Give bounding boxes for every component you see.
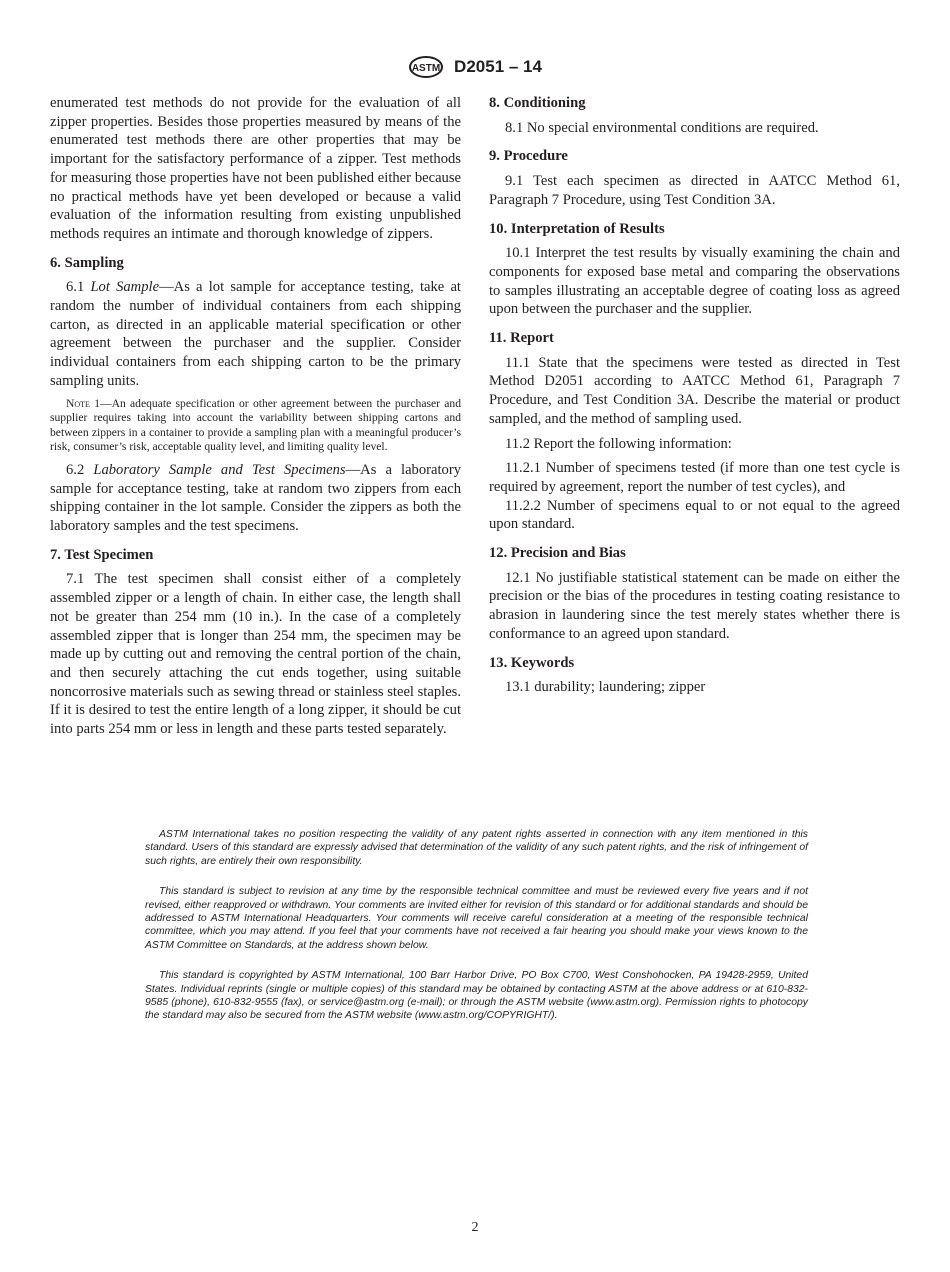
paragraph-11-2: 11.2 Report the following information: <box>505 435 732 452</box>
paragraph-7-1: 7.1 The test specimen shall consist either of a completely assembled zipper or a length of chain. In either case, the length shall not be greater than 254 mm (10 in.). In the case of a completely assembled zipper that is longer than 254 mm, the specimen may be made up by cutting out and removing the central portion of the chain, and then securely attaching the cut ends together, using suitable noncorrosive materials such as sewing thread or stainless steel staples. If it is desired to test the entire length of a long zipper, it should be cut into parts 254 mm or less in length and these parts tested separately. <box>50 571 461 738</box>
section-heading-precision-bias: 12. Precision and Bias <box>489 545 626 562</box>
page-number: 2 <box>471 1220 479 1235</box>
section-heading-procedure: 9. Procedure <box>489 148 568 165</box>
paragraph-6-2: 6.2 Laboratory Sample and Test Specimens—As a laboratory sample for acceptance testing, take at random two zippers from each shipping container in the lot sample. Consider the zippers as both the laboratory samples and the test specimens. <box>50 461 461 535</box>
patent-notice: ASTM International takes no position respecting the validity of any patent rights asserted in connection with any item mentioned in this standard. Users of this standard are expressly advised that determination of the validity of any such patent rights, and the risk of infringement of such rights, are entirely their own responsibility. <box>145 829 808 867</box>
section-heading-sampling: 6. Sampling <box>50 254 124 271</box>
left-column <box>50 94 461 745</box>
paragraph-11-2-1: 11.2.1 Number of specimens tested (if more than one test cycle is required by agreement, report the number of test cycles), and <box>489 460 900 495</box>
page-header <box>0 55 950 79</box>
paragraph-10-1: 10.1 Interpret the test results by visually examining the chain and components for exposed base metal and comparing the observations to samples illustrating an acceptable degree of coating loss as agreed upon between the purchaser and the supplier. <box>489 245 900 318</box>
paragraph-9-1: 9.1 Test each specimen as directed in AATCC Method 61, Paragraph 7 Procedure, using Test Condition 3A. <box>489 173 900 208</box>
note-1: Note 1—An adequate specification or other agreement between the purchaser and supplier requires taking into account the variability between shipping cartons and between zippers in a container to provide a sampling plan with a meaningful producer’s risk, consumer’s risk, acceptable quality level, and limiting quality level. <box>50 396 461 454</box>
revision-notice: This standard is subject to revision at any time by the responsible technical committee and must be reviewed every five years and if not revised, either reapproved or withdrawn. Your comments are invited either for revision of this standard or for additional standards and should be addressed to ASTM International Headquarters. Your comments will receive careful consideration at a meeting of the responsible technical committee, which you may attend. If you feel that your comments have not received a fair hearing you should make your views known to the ASTM Committee on Standards, at the address shown below. <box>145 886 808 951</box>
right-column <box>489 94 900 703</box>
astm-logo-icon <box>408 55 444 79</box>
standard-designation: D2051 – 14 <box>454 57 542 76</box>
paragraph-8-1: 8.1 No special environmental conditions are required. <box>505 119 819 136</box>
paragraph-11-2-2: 11.2.2 Number of specimens equal to or not equal to the agreed upon standard. <box>489 497 900 533</box>
footer-notices <box>145 828 808 1040</box>
paragraph-13-1: 13.1 durability; laundering; zipper <box>505 679 706 696</box>
paragraph-11-1: 11.1 State that the specimens were tested as directed in Test Method D2051 according to AATCC Method 61, Paragraph 7 Procedure, and Test Condition 3A. Describe the material or product sampled, and the method of sampling used. <box>489 354 900 427</box>
svg-text:ASTM: ASTM <box>411 63 441 74</box>
intro-paragraph: enumerated test methods do not provide for the evaluation of all zipper properties. Besides those properties measured by means of the enumerated test methods there are other properties that may be important for the satisfactory performance of a zipper. Test methods for measuring those properties have not been published either because no practical methods have yet been developed or because a valid evaluation of the information resulting from existing unpublished methods requires an intimate and thorough knowledge of zippers. <box>50 95 461 242</box>
section-heading-test-specimen: 7. Test Specimen <box>50 546 154 563</box>
copyright-notice: This standard is copyrighted by ASTM International, 100 Barr Harbor Drive, PO Box C700, West Conshohocken, PA 19428-2959, United States. Individual reprints (single or multiple copies) of this standard may be obtained by contacting ASTM at the above address or at 610-832-9585 (phone), 610-832-9555 (fax), or service@astm.org (e-mail); or through the ASTM website (www.astm.org). Permission rights to photocopy the standard may also be secured from the ASTM website (www.astm.org/COPYRIGHT/). <box>145 970 808 1022</box>
paragraph-6-1: 6.1 Lot Sample—As a lot sample for acceptance testing, take at random the number of individual containers from each shipping carton, as directed in an applicable material specification or other agreement between the purchaser and the supplier. Consider individual containers from each shipping carton to be the primary sampling units. <box>50 279 461 389</box>
section-heading-keywords: 13. Keywords <box>489 654 575 671</box>
section-heading-conditioning: 8. Conditioning <box>489 95 586 111</box>
section-heading-report: 11. Report <box>489 330 554 347</box>
section-heading-interpretation: 10. Interpretation of Results <box>489 220 665 237</box>
paragraph-12-1: 12.1 No justifiable statistical statement can be made on either the precision or the bias of the procedures in testing coating resistance to abrasion in laundering since the test merely states whether there is conformance to an agreed upon standard. <box>489 569 900 642</box>
